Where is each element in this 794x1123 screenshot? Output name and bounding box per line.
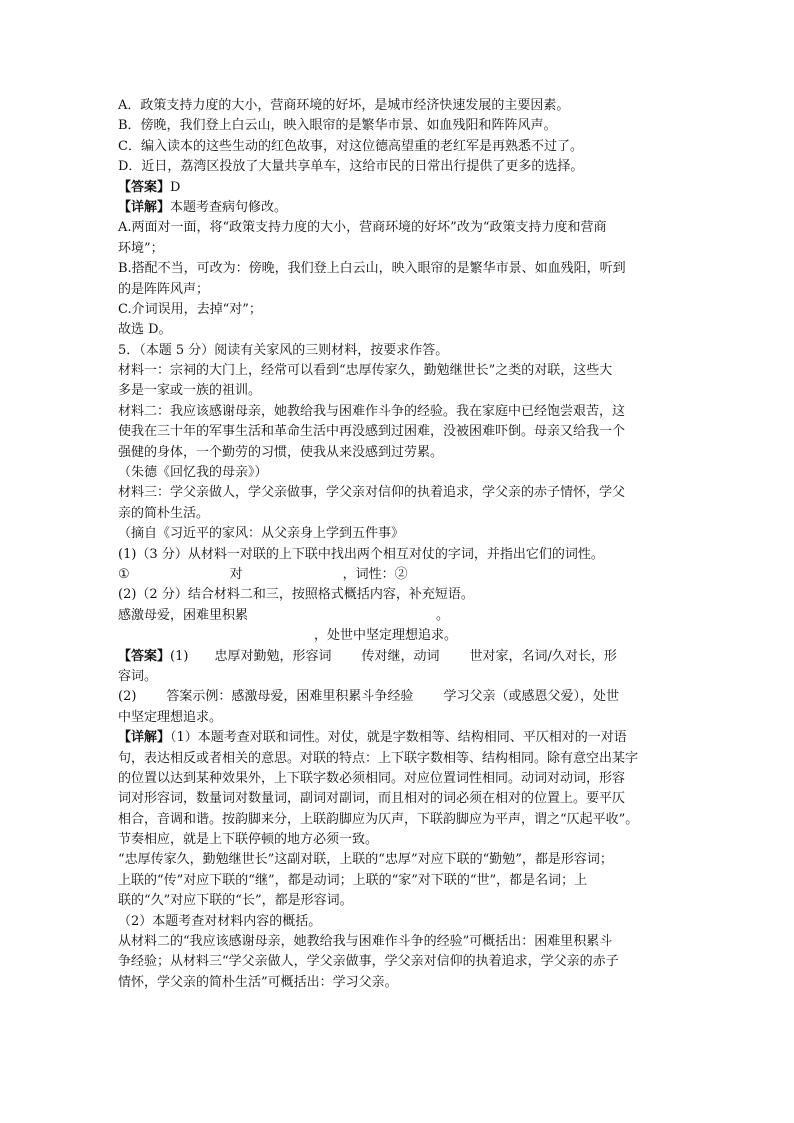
subquestion-2: (2)（2 分）结合材料二和三，按照格式概括内容，补充短语。 xyxy=(118,587,474,603)
answer-1-part-c: 世对家，名词/久对长，形 xyxy=(469,648,617,664)
material-3-line2: 亲的简朴生活。 xyxy=(118,505,210,521)
detail-5-line6: 节奏相应，就是上下联停顿的地方必须一致。 xyxy=(118,832,379,848)
option-b: B．傍晚，我们登上白云山，映入眼帘的是繁华市景、如血残阳和阵阵风声。 xyxy=(118,118,557,134)
format-text-1: 感激母爱，困难里积累 xyxy=(118,607,249,623)
blank-marker-2: ，词性：② xyxy=(342,566,408,582)
detail-5-line11: 从材料二的“我应该感谢母亲，她教给我与困难作斗争的经验”可概括出：困难里积累斗 xyxy=(118,934,613,950)
option-d: D．近日，荔湾区投放了大量共享单车，这给市民的日常出行提供了更多的选择。 xyxy=(118,159,584,175)
answer-line xyxy=(118,178,678,198)
blank-connector: 对 xyxy=(229,566,243,582)
detail-5-line3: 的位置以达到某种效果外，上下联字数必须相同。对应位置词性相同。动词对动词，形容 xyxy=(118,770,626,786)
option-c: C．编入读本的这些生动的红色故事，对这位德高望重的老红军是再熟悉不过了。 xyxy=(118,138,583,154)
material-3-line1: 材料三：学父亲做人，学父亲做事，学父亲对信仰的执着追求，学父亲的赤子情怀，学父 xyxy=(118,485,626,501)
detail-5-line1 xyxy=(118,728,678,748)
answer-5-line3 xyxy=(118,687,678,707)
document-page xyxy=(118,96,678,993)
answer-value: D xyxy=(170,179,181,195)
option-a: A．政策支持力度的大小，营商环境的好坏，是城市经济快速发展的主要因素。 xyxy=(118,98,570,113)
answer-2-num: (2) xyxy=(118,689,137,705)
subquestion-2-blank-line1 xyxy=(118,606,678,626)
analysis-b-line1: B.搭配不当，可改为：傍晚，我们登上白云山，映入眼帘的是繁华市景、如血残阳，听到 xyxy=(118,261,626,277)
answer-5-tag: 【答案】 xyxy=(118,648,171,664)
answer-1-num: (1) xyxy=(170,648,189,664)
analysis-a-line1: A.两面对一面，将“政策支持力度的大小，营商环境的好坏”改为“政策支持力度和营商 xyxy=(118,220,607,236)
answer-tag: 【答案】 xyxy=(118,179,171,195)
conclusion: 故选 D。 xyxy=(118,322,172,338)
analysis-c: C.介词误用，去掉“对”； xyxy=(118,301,262,317)
answer-2-part-b: 学习父亲（或感恩父爱），处世 xyxy=(443,689,619,705)
detail-line xyxy=(118,198,678,218)
answer-2-part-a: 答案示例：感激母爱，困难里积累斗争经验 xyxy=(166,689,414,705)
detail-5-line13: 情怀，学父亲的简朴生活”可概括出：学习父亲。 xyxy=(118,974,398,990)
detail-text: 本题考查病句修改。 xyxy=(170,199,288,215)
blank-marker-1: ① xyxy=(118,566,130,582)
analysis-b-line2: 的是阵阵风声； xyxy=(118,281,210,297)
material-2-line2: 使我在三十年的军事生活和革命生活中再没感到过困难，没被困难吓倒。母亲又给我一个 xyxy=(118,424,626,440)
detail-5-line7: “忠厚传家久，勤勉继世长”这副对联，上联的“忠厚”对应下联的“勤勉”，都是形容词； xyxy=(118,852,613,868)
detail-5-line4: 词对形容词，数量词对数量词，副词对副词，而且相对的词必须在相对的位置上。要平仄 xyxy=(118,791,626,807)
material-2-line1: 材料二：我应该感谢母亲，她教给我与困难作斗争的经验。我在家庭中已经饱尝艰苦，这 xyxy=(118,403,626,419)
detail-5-line10: （2）本题考查对材料内容的概括。 xyxy=(118,913,322,929)
format-period: 。 xyxy=(436,607,450,623)
answer-5-line4: 中坚定理想追求。 xyxy=(118,709,223,725)
answer-5-line2: 容词。 xyxy=(118,668,158,684)
material-1-line1: 材料一：宗祠的大门上，经常可以看到“忠厚传家久，勤勉继世长”之类的对联，这些大 xyxy=(118,363,613,379)
format-text-2: ，处世中坚定理想追求。 xyxy=(314,628,458,644)
answer-1-part-a: 忠厚对勤勉，形容词 xyxy=(214,648,332,664)
question-5-stem: 5．（本题 5 分）阅读有关家风的三则材料，按要求作答。 xyxy=(118,342,449,358)
material-2-line3: 强健的身体，一个勤劳的习惯，使我从来没感到过劳累。 xyxy=(118,444,444,460)
material-3-source: （摘自《习近平的家风：从父亲身上学到五件事》 xyxy=(118,526,405,542)
subquestion-1-blanks xyxy=(118,565,678,585)
subquestion-1: (1)（3 分）从材料一对联的上下联中找出两个相互对仗的字词，并指出它们的词性。 xyxy=(118,546,604,562)
detail-5-line9: 联的“久”对应下联的“长”，都是形容词。 xyxy=(118,893,353,909)
detail-5-text: （1）本题考查对联和词性。对仗，就是字数相等、结构相同、平仄相对的一对语 xyxy=(170,730,627,746)
detail-tag: 【详解】 xyxy=(118,199,171,215)
answer-1-part-b: 传对继，动词 xyxy=(361,648,440,664)
detail-5-line8: 上联的“传”对应下联的“继”，都是动词；上联的“家”对下联的“世”，都是名词；上 xyxy=(118,872,588,888)
material-2-source: （朱德《回忆我的母亲》） xyxy=(118,465,268,481)
subquestion-2-blank-line2 xyxy=(118,626,678,646)
detail-5-line2: 句，表达相反或者相关的意思。对联的特点：上下联字数相等、结构相同。除有意空出某字 xyxy=(118,750,639,766)
detail-5-line12: 争经验；从材料三“学父亲做人，学父亲做事，学父亲对信仰的执着追求，学父亲的赤子 xyxy=(118,954,619,970)
detail-5-tag: 【详解】 xyxy=(118,730,171,746)
detail-5-line5: 相合，音调和谐。按韵脚来分，上联韵脚应为仄声，下联韵脚应为平声，谓之“仄起平收”。 xyxy=(118,811,639,827)
answer-5-line1 xyxy=(118,647,678,667)
analysis-a-line2: 环境”； xyxy=(118,240,164,256)
material-1-line2: 多是一家或一族的祖训。 xyxy=(118,383,262,399)
